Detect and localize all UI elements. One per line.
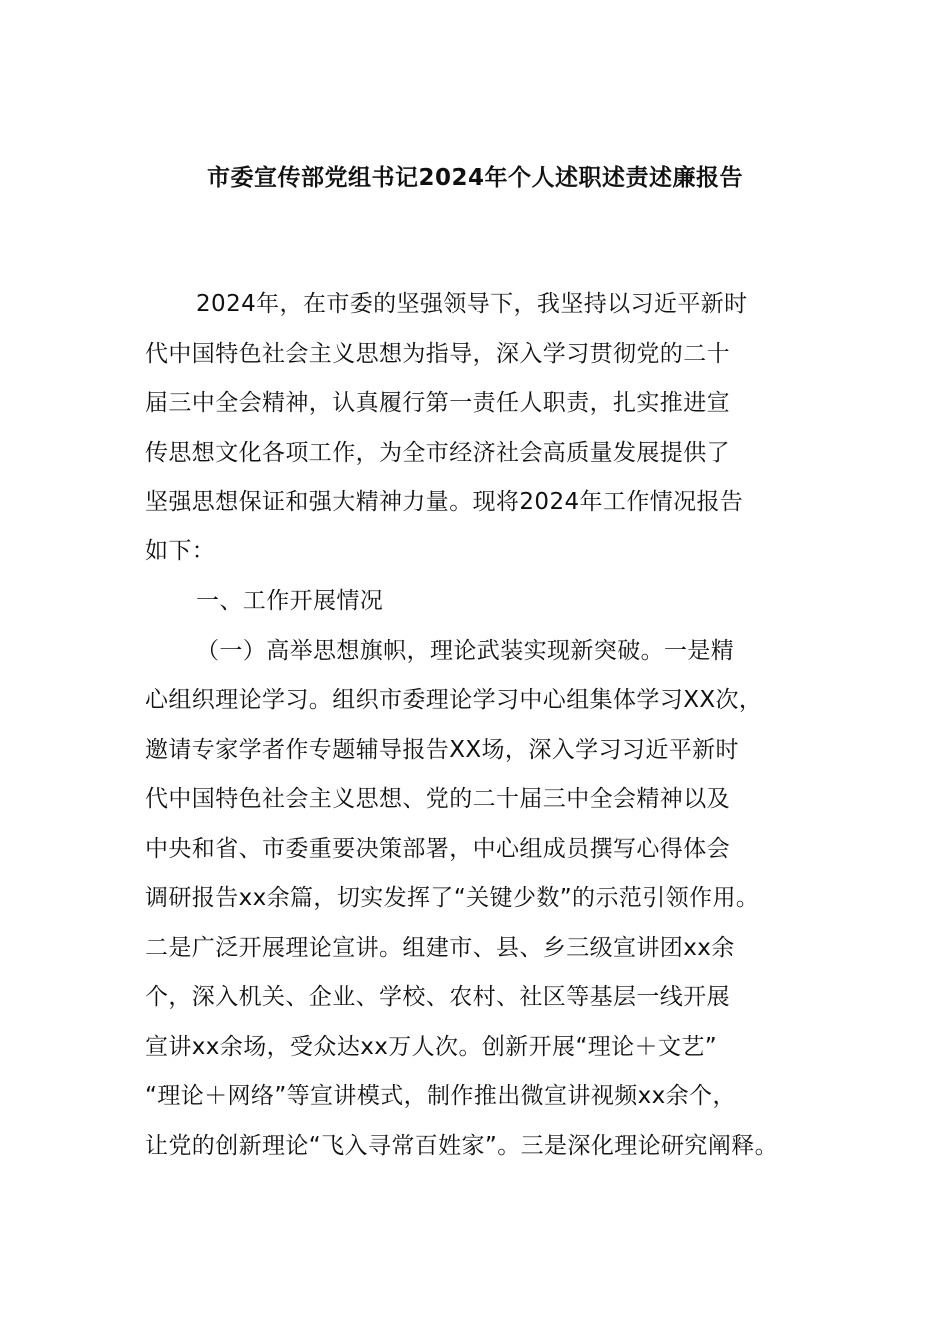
section-heading: 一、工作开展情况	[196, 588, 384, 614]
body-line: 如下：	[145, 538, 216, 564]
body-line: 二是广泛开展理论宣讲。组建市、县、乡三级宣讲团xx余	[145, 935, 735, 961]
body-line: （一）高举思想旗帜，理论武装实现新突破。一是精	[196, 638, 735, 664]
body-line: 代中国特色社会主义思想为指导，深入学习贯彻党的二十	[145, 341, 730, 367]
body-line: 代中国特色社会主义思想、党的二十届三中全会精神以及	[145, 786, 730, 812]
body-line: 届三中全会精神，认真履行第一责任人职责，扎实推进宣	[145, 390, 730, 416]
body-line: “理论＋网络”等宣讲模式，制作推出微宣讲视频xx余个，	[145, 1083, 736, 1109]
body-line: 宣讲xx余场，受众达xx万人次。创新开展“理论＋文艺”	[145, 1034, 718, 1060]
body-line: 调研报告xx余篇，切实发挥了“关键少数”的示范引领作用。	[145, 885, 760, 911]
body-line: 传思想文化各项工作，为全市经济社会高质量发展提供了	[145, 440, 730, 466]
document-title: 市委宣传部党组书记2024年个人述职述责述廉报告	[206, 165, 743, 191]
body-line: 中央和省、市委重要决策部署，中心组成员撰写心得体会	[145, 836, 730, 862]
body-line: 坚强思想保证和强大精神力量。现将2024年工作情况报告	[145, 489, 744, 515]
body-line: 让党的创新理论“飞入寻常百姓家”。三是深化理论研究阐释。	[145, 1133, 779, 1159]
body-line: 邀请专家学者作专题辅导报告XX场，深入学习习近平新时	[145, 737, 739, 763]
body-line: 心组织理论学习。组织市委理论学习中心组集体学习XX次，	[145, 687, 763, 713]
body-line: 个，深入机关、企业、学校、农村、社区等基层一线开展	[145, 984, 730, 1010]
body-line: 2024年，在市委的坚强领导下，我坚持以习近平新时	[196, 291, 748, 317]
